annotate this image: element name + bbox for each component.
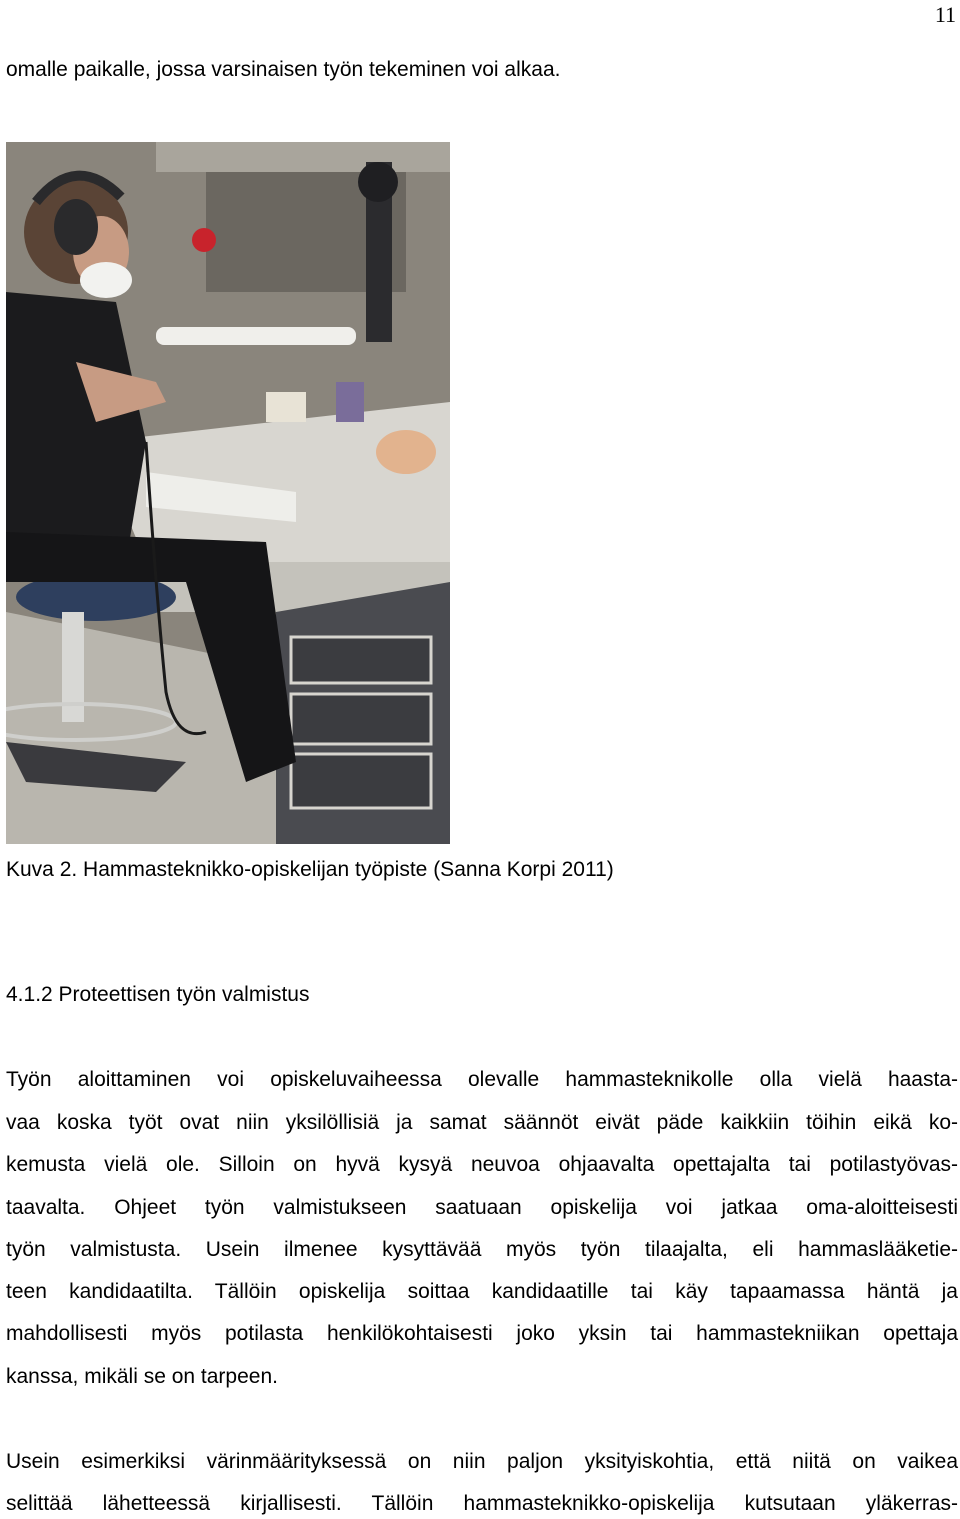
photo-mask [80,262,132,298]
workstation-photo [6,142,450,844]
section-heading: 4.1.2 Proteettisen työn valmistus [6,983,310,1006]
paragraph1-line: Työn aloittaminen voi opiskeluvaiheessa olevalle hammasteknikolle olla vielä haasta- [6,1068,958,1091]
page-number: 11 [934,2,956,27]
photo-drawer-1 [291,637,431,683]
paragraph2-line: Usein esimerkiksi värinmäärityksessä on niin paljon yksityiskohtia, että niitä on vaikea [6,1450,958,1473]
photo-drawer-2 [291,694,431,744]
photo-drawer-3 [291,754,431,808]
photo-desk-item-3 [376,430,436,474]
paragraph1-line: vaa koska työt ovat niin yksilöllisiä ja samat säännöt eivät päde kaikkiin töihin eikä ko- [6,1111,958,1134]
paragraph1-last-line: kanssa, mikäli se on tarpeen. [6,1365,278,1388]
photo-desk-item-1 [266,392,306,422]
photo-lamp-arm [156,327,356,345]
paragraph1-line: taavalta. Ohjeet työn valmistukseen saatuaan opiskelija voi jatkaa oma-aloitteisesti [6,1196,958,1219]
photo-headphones-cup [54,199,98,255]
photo-illustration [6,142,450,844]
paragraph1-line: teen kandidaatilta. Tällöin opiskelija soittaa kandidaatille tai käy tapaamassa häntä ja [6,1280,958,1303]
photo-desk-item-2 [336,382,364,422]
figure-caption: Kuva 2. Hammasteknikko-opiskelijan työpiste (Sanna Korpi 2011) [6,858,614,881]
paragraph2-line: selittää lähetteessä kirjallisesti. Tällöin hammasteknikko-opiskelija kutsutaan yläkerras- [6,1492,958,1515]
photo-ceiling-light [156,142,450,172]
photo-microscope-lens [358,162,398,202]
photo-red-knob [192,228,216,252]
paragraph1-line: kemusta vielä ole. Silloin on hyvä kysyä neuvoa ohjaavalta opettajalta tai potilastyövas- [6,1153,958,1176]
paragraph1-line: mahdollisesti myös potilasta henkilökohtaisesti joko yksin tai hammastekniikan opettaja [6,1322,958,1345]
intro-text-line: omalle paikalle, jossa varsinaisen työn tekeminen voi alkaa. [6,58,561,81]
paragraph1-line: työn valmistusta. Usein ilmenee kysyttävää myös työn tilaajalta, eli hammaslääketie- [6,1238,958,1261]
